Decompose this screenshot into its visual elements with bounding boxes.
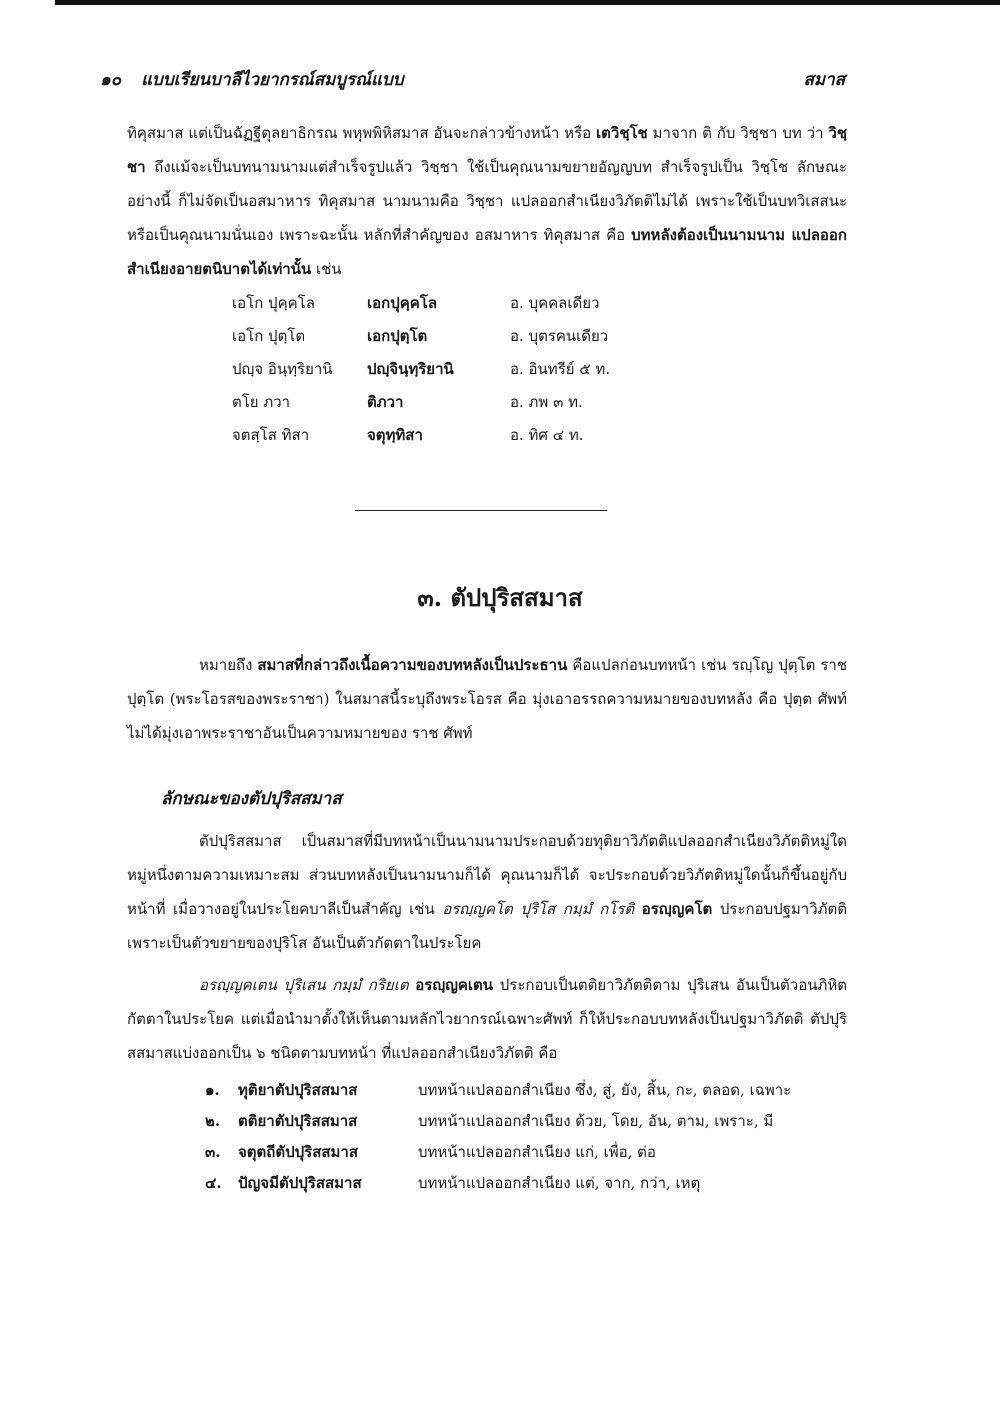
item-number: ๑. <box>205 1081 220 1099</box>
text: ทิคุสมาส แต่เป็นฉัฏฐีตุลยาธิกรณ พหุพพิหิสมาส อันจะกล่าวข้างหน้า หรือ <box>127 124 597 142</box>
list-item <box>205 1078 845 1109</box>
item-number: ๒. <box>205 1112 221 1130</box>
example-row <box>232 423 652 456</box>
item-number: ๔. <box>205 1174 222 1192</box>
example-meaning: อ. อินทรีย์ ๕ ท. <box>510 360 611 378</box>
book-title: แบบเรียนบาลีไวยากรณ์สมบูรณ์แบบ <box>141 70 404 90</box>
example-compound: จตุทฺทิสา <box>367 426 423 444</box>
example-compound: ปญฺจินฺทฺริยานิ <box>367 360 454 378</box>
example-row <box>232 291 652 324</box>
item-name: ทุติยาตัปปุริสสมาส <box>238 1081 358 1099</box>
example-phrase: ตโย ภวา <box>232 393 291 411</box>
definition-bold: สมาสที่กล่าวถึงเนื้อความของบทหลังเป็นประธาน <box>257 656 568 674</box>
term-bold: อรญฺญคเตน <box>415 976 494 994</box>
section-title: ๓. ตัปปุริสสมาส <box>417 583 583 612</box>
characteristics-paragraph-1 <box>127 824 847 960</box>
term-bold: วิชฺชา <box>127 124 847 176</box>
example-phrase: ปญฺจ อินฺทฺริยานิ <box>232 360 333 378</box>
definition-paragraph <box>127 648 847 750</box>
example-meaning: อ. บุคคลเดียว <box>510 294 600 312</box>
section-divider <box>355 510 607 511</box>
list-item <box>205 1171 845 1202</box>
item-description: บทหน้าแปลออกสำเนียง ซึ่ง, สู่, ยัง, สิ้น, กะ, ตลอด, เฉพาะ <box>418 1081 792 1099</box>
item-number: ๓. <box>205 1143 221 1161</box>
intro-paragraph <box>127 116 847 286</box>
item-description: บทหน้าแปลออกสำเนียง แต่, จาก, กว่า, เหตุ <box>418 1174 701 1192</box>
example-meaning: อ. ทิศ ๔ ท. <box>510 426 584 444</box>
list-item <box>205 1140 845 1171</box>
term-bold: เตวิชฺโช <box>596 124 648 142</box>
text: ประกอบเป็นตติยาวิภัตติตาม ปุริเสน อันเป็นตัวอนภิหิตกัตตาในประโยค แต่เมื่อนำมาตั้งให้เห็นตามหลักไวยากรณ์เฉพาะศัพท์ ก็ให้ประกอบบทหลังเป็นปฐมาวิภัตติ ตัปปุริสสมาสแบ่งออกเป็น ๖ ชนิดตามบทหน้า ที่แปลออกสำเนียงวิภัตติ คือ <box>127 976 847 1062</box>
text: เช่น <box>311 260 342 278</box>
text: ตัปปุริสสมาส เป็นสมาสที่มีบทหน้าเป็นนามนามประกอบด้วยทุติยาวิภัตติแปลออกสำเนียงวิภัตติหมู่ใดหมู่หนึ่งตามความเหมาะสม ส่วนบทหลังเป็นนามนามก็ได้ คุณนามก็ได้ จะประกอบด้วยวิภัตติหมู่ใดนั้นก็ขึ้นอยู่กับหน้าที่ เมื่อวางอยู่ในประโยคบาลีเป็นสำคัญ เช่น <box>127 832 847 918</box>
example-phrase: เอโก ปุคฺคโล <box>232 294 315 312</box>
example-compound: ติภวา <box>367 393 404 411</box>
item-name: ปัญจมีตัปปุริสสมาส <box>238 1174 362 1192</box>
term-bold: อรญฺญคโต <box>641 900 713 918</box>
list-item <box>205 1109 845 1140</box>
example-row <box>232 357 652 390</box>
text: ประกอบปฐมาวิภัตติ เพราะเป็นตัวขยายของปุริโส อันเป็นตัวกัตตาในประโยค <box>127 900 847 952</box>
page-header <box>100 66 845 96</box>
page-number: ๑๐ <box>100 70 122 90</box>
key-rule: บทหลังต้องเป็นนามนาม แปลออกสำเนียงอายตนิบาตได้เท่านั้น <box>127 226 847 278</box>
item-name: ตติยาตัปปุริสสมาส <box>238 1112 358 1130</box>
item-description: บทหน้าแปลออกสำเนียง แก่, เพื่อ, ต่อ <box>418 1143 656 1161</box>
pali-example: อรญฺญคเตน ปุริเสน กมฺมํ กริยเต <box>199 976 409 994</box>
tappurisa-types-list <box>205 1078 845 1202</box>
text: คือแปลก่อนบทหน้า เช่น รญฺโญ ปุตฺโต ราชปุตฺโต (พระโอรสของพระราชา) ในสมาสนี้ระบุถึงพระโอรส คือ มุ่งเอาอรรถความหมายของบทหลัง คือ ปุตฺต ศัพท์ ไม่ได้มุ่งเอาพระราชาอันเป็นความหมายของ ราช ศัพท์ <box>127 656 847 742</box>
header-left <box>100 66 404 93</box>
example-phrase: เอโก ปุตฺโต <box>232 327 306 345</box>
section-name: สมาส <box>803 70 845 90</box>
text: มาจาก ติ กับ วิชฺชา บท ว่า <box>647 124 829 142</box>
example-meaning: อ. ภพ ๓ ท. <box>510 393 583 411</box>
example-meaning: อ. บุตรคนเดียว <box>510 327 609 345</box>
example-compound: เอกปุคฺคโล <box>367 294 438 312</box>
text <box>634 900 642 918</box>
example-row <box>232 390 652 423</box>
example-compound: เอกปุตฺโต <box>367 327 428 345</box>
example-phrase: จตสฺโส ทิสา <box>232 426 310 444</box>
example-table <box>232 291 652 456</box>
subsection-title: ลักษณะของตัปปุริสสมาส <box>161 789 342 809</box>
pali-example: อรญฺญคโต ปุริโส กมฺมํ กโรติ <box>442 900 635 918</box>
example-row <box>232 324 652 357</box>
top-edge-bar <box>55 0 1000 5</box>
text: ถึงแม้จะเป็นบทนามนามแต่สำเร็จรูปแล้ว วิชฺชา ใช้เป็นคุณนามขยายอัญญบท สำเร็จรูปเป็น วิชฺโช ลักษณะอย่างนี้ ก็ไม่จัดเป็นอสมาหาร ทิคุสมาส นามนามคือ วิชฺชา แปลออกสำเนียงวิภัตติไม่ได้ เพราะใช้เป็นบทวิเสสนะหรือเป็นคุณนามนั่นเอง เพราะฉะนั้น หลักที่สำคัญของ อสมาหาร ทิคุสมาส คือ <box>127 158 847 244</box>
text: หมายถึง <box>199 656 258 674</box>
characteristics-paragraph-2 <box>127 968 847 1070</box>
item-description: บทหน้าแปลออกสำเนียง ด้วย, โดย, อัน, ตาม, เพราะ, มี <box>418 1112 774 1130</box>
item-name: จตุตถีตัปปุริสสมาส <box>238 1143 358 1161</box>
